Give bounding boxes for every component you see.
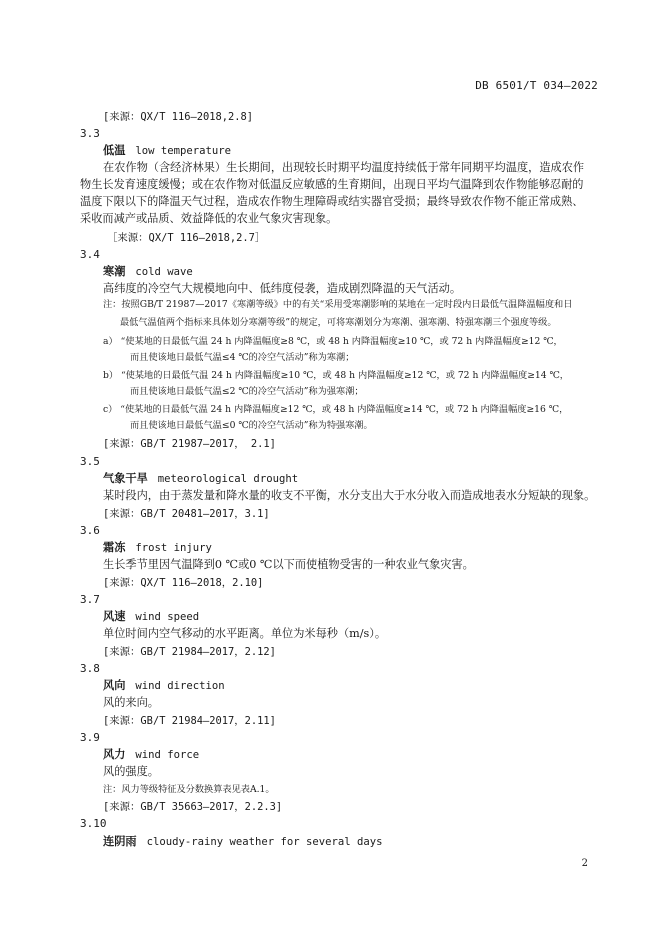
term-heading xyxy=(103,679,225,693)
page-number: 2 xyxy=(581,858,588,869)
source-citation: [来源：GB/T 21984—2017，2.11] xyxy=(103,715,276,727)
clause-number: 3.10 xyxy=(80,817,107,830)
definition-text: 采收而减产或品质、效益降低的农业气象灾害现象。 xyxy=(80,212,338,225)
term-heading xyxy=(103,265,193,279)
source-citation: [来源：QX/T 116—2018,2.8] xyxy=(103,111,254,123)
term-cn: 风速 xyxy=(103,610,126,623)
definition-text: 物生长发育速度缓慢；或在农作物对低温反应敏感的生育期间，出现日平均气温降到农作物能够忍耐的 xyxy=(80,178,584,191)
list-item: 而且使该地日最低气温≤2 ℃的冷空气活动”称为强寒潮； xyxy=(130,386,364,397)
clause-number: 3.9 xyxy=(80,731,100,744)
source-citation: [来源：GB/T 20481—2017，3.1] xyxy=(103,508,270,520)
term-en: wind direction xyxy=(135,680,225,692)
list-item: a） “使某地的日最低气温 24 h 内降温幅度≥8 ℃，或 48 h 内降温幅度≥10 ℃，或 72 h 内降温幅度≥12 ℃， xyxy=(103,336,563,347)
source-citation: [来源：GB/T 21984—2017，2.12] xyxy=(103,646,276,658)
source-citation: [来源：QX/T 116—2018，2.10] xyxy=(103,577,264,589)
term-en: cloudy-rainy weather for several days xyxy=(146,836,383,848)
term-heading xyxy=(103,472,298,486)
note-text: 最低气温值两个指标来具体划分寒潮等级”的规定，可将寒潮划分为寒潮、强寒潮、特强寒潮三个强度等级。 xyxy=(120,317,557,328)
clause-number: 3.7 xyxy=(80,593,100,606)
clause-number: 3.3 xyxy=(80,127,100,140)
term-en: wind force xyxy=(135,749,200,761)
term-heading xyxy=(103,610,199,624)
definition-text: 风的来向。 xyxy=(103,696,159,709)
note-text: 注：按照GB/T 21987—2017《寒潮等级》中的有关“采用受寒潮影响的某地在一定时段内日最低气温降温幅度和日 xyxy=(103,299,573,310)
term-cn: 连阴雨 xyxy=(103,835,137,848)
definition-text: 单位时间内空气移动的水平距离。单位为米每秒（m/s）。 xyxy=(103,627,387,640)
term-cn: 低温 xyxy=(103,144,126,157)
document-code: DB 6501/T 034—2022 xyxy=(475,79,598,92)
term-heading xyxy=(103,144,231,158)
clause-number: 3.4 xyxy=(80,248,100,261)
list-item: c） “使某地的日最低气温 24 h 内降温幅度≥12 ℃，或 48 h 内降温幅度≥14 ℃，或 72 h 内降温幅度≥16 ℃， xyxy=(103,404,569,415)
term-en: low temperature xyxy=(135,145,232,157)
definition-text: 生长季节里因气温降到0 ℃或0 ℃以下而使植物受害的一种农业气象灾害。 xyxy=(103,558,474,571)
term-cn: 霜冻 xyxy=(103,541,126,554)
source-citation: [来源：GB/T 35663—2017，2.2.3] xyxy=(103,801,283,813)
list-item: 而且使该地日最低气温≤0 ℃的冷空气活动”称为特强寒潮。 xyxy=(130,420,373,431)
definition-text: 风的强度。 xyxy=(103,765,159,778)
clause-number: 3.6 xyxy=(80,524,100,537)
list-item: b） “使某地的日最低气温 24 h 内降温幅度≥10 ℃，或 48 h 内降温幅度≥12 ℃，或 72 h 内降温幅度≥14 ℃， xyxy=(103,370,569,381)
term-cn: 风力 xyxy=(103,748,126,761)
term-cn: 寒潮 xyxy=(103,265,126,278)
definition-text: 高纬度的冷空气大规模地向中、低纬度侵袭，造成剧烈降温的天气活动。 xyxy=(103,282,462,295)
list-item: 而且使该地日最低气温≤4 ℃的冷空气活动”称为寒潮； xyxy=(130,352,355,363)
clause-number: 3.8 xyxy=(80,662,100,675)
definition-text: 温度下限以下的降温天气过程，造成农作物生理障碍或结实器官受损；最终导致农作物不能正常成熟、 xyxy=(80,195,584,208)
source-citation: ［来源：QX/T 116—2018,2.7］ xyxy=(107,232,266,244)
definition-text: 在农作物（含经济林果）生长期间，出现较长时期平均温度持续低于常年同期平均温度，造成农作 xyxy=(103,161,585,174)
definition-text: 某时段内，由于蒸发量和降水量的收支不平衡，水分支出大于水分收入而造成地表水分短缺的现象。 xyxy=(103,489,596,502)
term-en: meteorological drought xyxy=(157,473,299,485)
term-en: frost injury xyxy=(135,542,212,554)
clause-number: 3.5 xyxy=(80,455,100,468)
term-heading xyxy=(103,748,199,762)
term-cn: 风向 xyxy=(103,679,126,692)
source-citation: [来源：GB/T 21987—2017， 2.1] xyxy=(103,438,276,450)
term-heading xyxy=(103,835,383,849)
note-text: 注：风力等级特征及分数换算表见表A.1。 xyxy=(103,784,275,795)
term-cn: 气象干旱 xyxy=(103,472,148,485)
term-en: wind speed xyxy=(135,611,200,623)
term-heading xyxy=(103,541,212,555)
term-en: cold wave xyxy=(135,266,193,278)
